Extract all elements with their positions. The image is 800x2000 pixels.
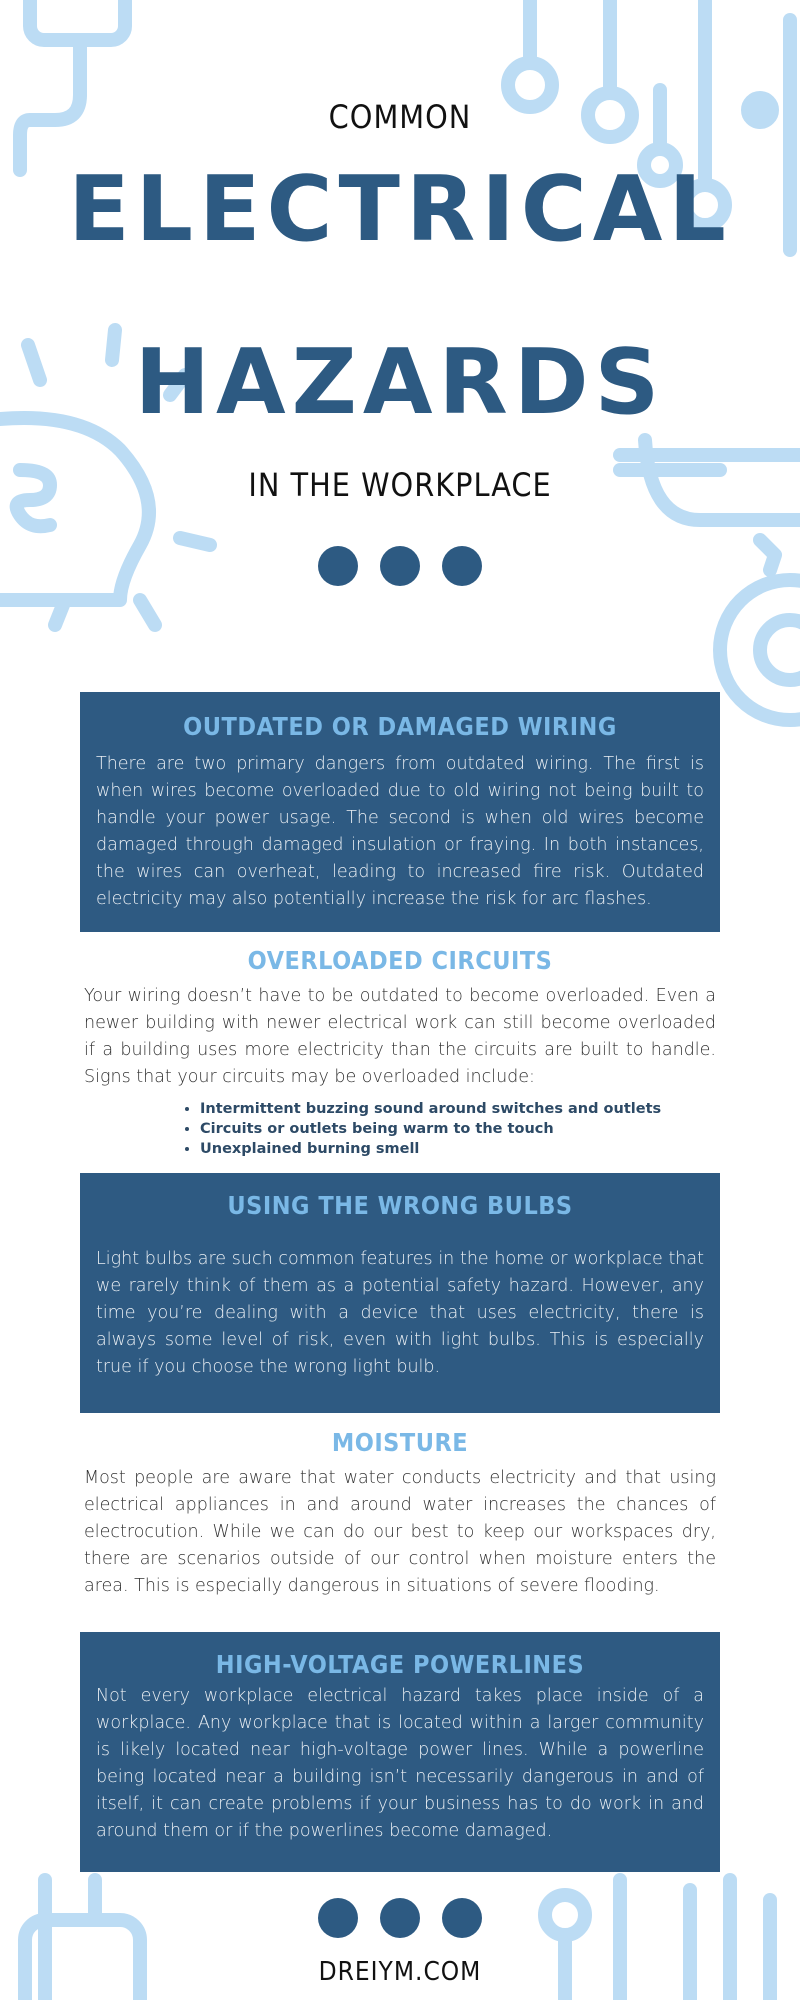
section-title: MOISTURE bbox=[331, 1428, 469, 1457]
section-overloaded-circuits bbox=[80, 946, 720, 1159]
dot bbox=[318, 546, 358, 586]
section-body: There are two primary dangers from outdated wiring. The first is when wires become overloaded due to old wiring not being built to handle your power usage. The second is when old wires become damaged through damaged insulation or fraying. In both instances, the wires can overheat, leading to increased fire risk. Outdated electricity may also potentially increase the risk for arc flashes. bbox=[96, 754, 704, 909]
title-line-electrical: ELECTRICAL bbox=[68, 157, 732, 262]
title-line-hazards: HAZARDS bbox=[134, 330, 666, 435]
section-powerlines bbox=[80, 1632, 720, 1872]
dot bbox=[442, 546, 482, 586]
section-body: Light bulbs are such common features in the home or workplace that we rarely think of them as a potential safety hazard. However, any time you’re dealing with a device that uses electricity, there is always some level of risk, even with light bulbs. This is especially true if you choose the wrong light bulb. bbox=[96, 1249, 704, 1377]
footer-site: DREIYM.COM bbox=[318, 1957, 482, 1987]
pre-title: COMMON bbox=[328, 98, 472, 136]
list-item: • Circuits or outlets being warm to the touch bbox=[200, 1119, 716, 1139]
post-title: IN THE WORKPLACE bbox=[248, 466, 552, 504]
dot bbox=[442, 1898, 482, 1938]
list-item: • Unexplained burning smell bbox=[200, 1139, 716, 1159]
dots-divider-bottom bbox=[0, 1898, 800, 1938]
section-title: HIGH-VOLTAGE POWERLINES bbox=[215, 1650, 585, 1679]
dot bbox=[380, 546, 420, 586]
section-outdated-wiring bbox=[80, 692, 720, 932]
section-title: OVERLOADED CIRCUITS bbox=[247, 946, 553, 975]
dot bbox=[380, 1898, 420, 1938]
dot bbox=[318, 1898, 358, 1938]
section-body: Most people are aware that water conducts electricity and that using electrical appliances in and around water increases the chances of electrocution. While we can do our best to keep our workspaces dry, there are scenarios outside of our control when moisture enters the area. This is especially dangerous in situations of severe flooding. bbox=[84, 1468, 716, 1596]
section-wrong-bulbs bbox=[80, 1173, 720, 1413]
section-body: Your wiring doesn’t have to be outdated to become overloaded. Even a newer building with newer electrical work can still become overloaded if a building uses more electricity than the circuits are built to handle. Signs that your circuits may be overloaded include: bbox=[84, 986, 716, 1087]
list-item: • Intermittent buzzing sound around switches and outlets bbox=[200, 1099, 716, 1119]
warning-signs-list bbox=[180, 1099, 716, 1159]
dots-divider-top bbox=[0, 546, 800, 586]
section-title: USING THE WRONG BULBS bbox=[227, 1191, 573, 1220]
plug-icon bbox=[20, 0, 125, 170]
section-title: OUTDATED OR DAMAGED WIRING bbox=[183, 712, 617, 741]
section-body: Not every workplace electrical hazard takes place inside of a workplace. Any workplace that is located within a larger community is likely located near high-voltage power lines. While a powerline being located near a building isn’t necessarily dangerous in and of itself, it can create problems if your business has to do work in and around them or if the powerlines become damaged. bbox=[96, 1686, 704, 1841]
section-moisture bbox=[80, 1428, 720, 1600]
